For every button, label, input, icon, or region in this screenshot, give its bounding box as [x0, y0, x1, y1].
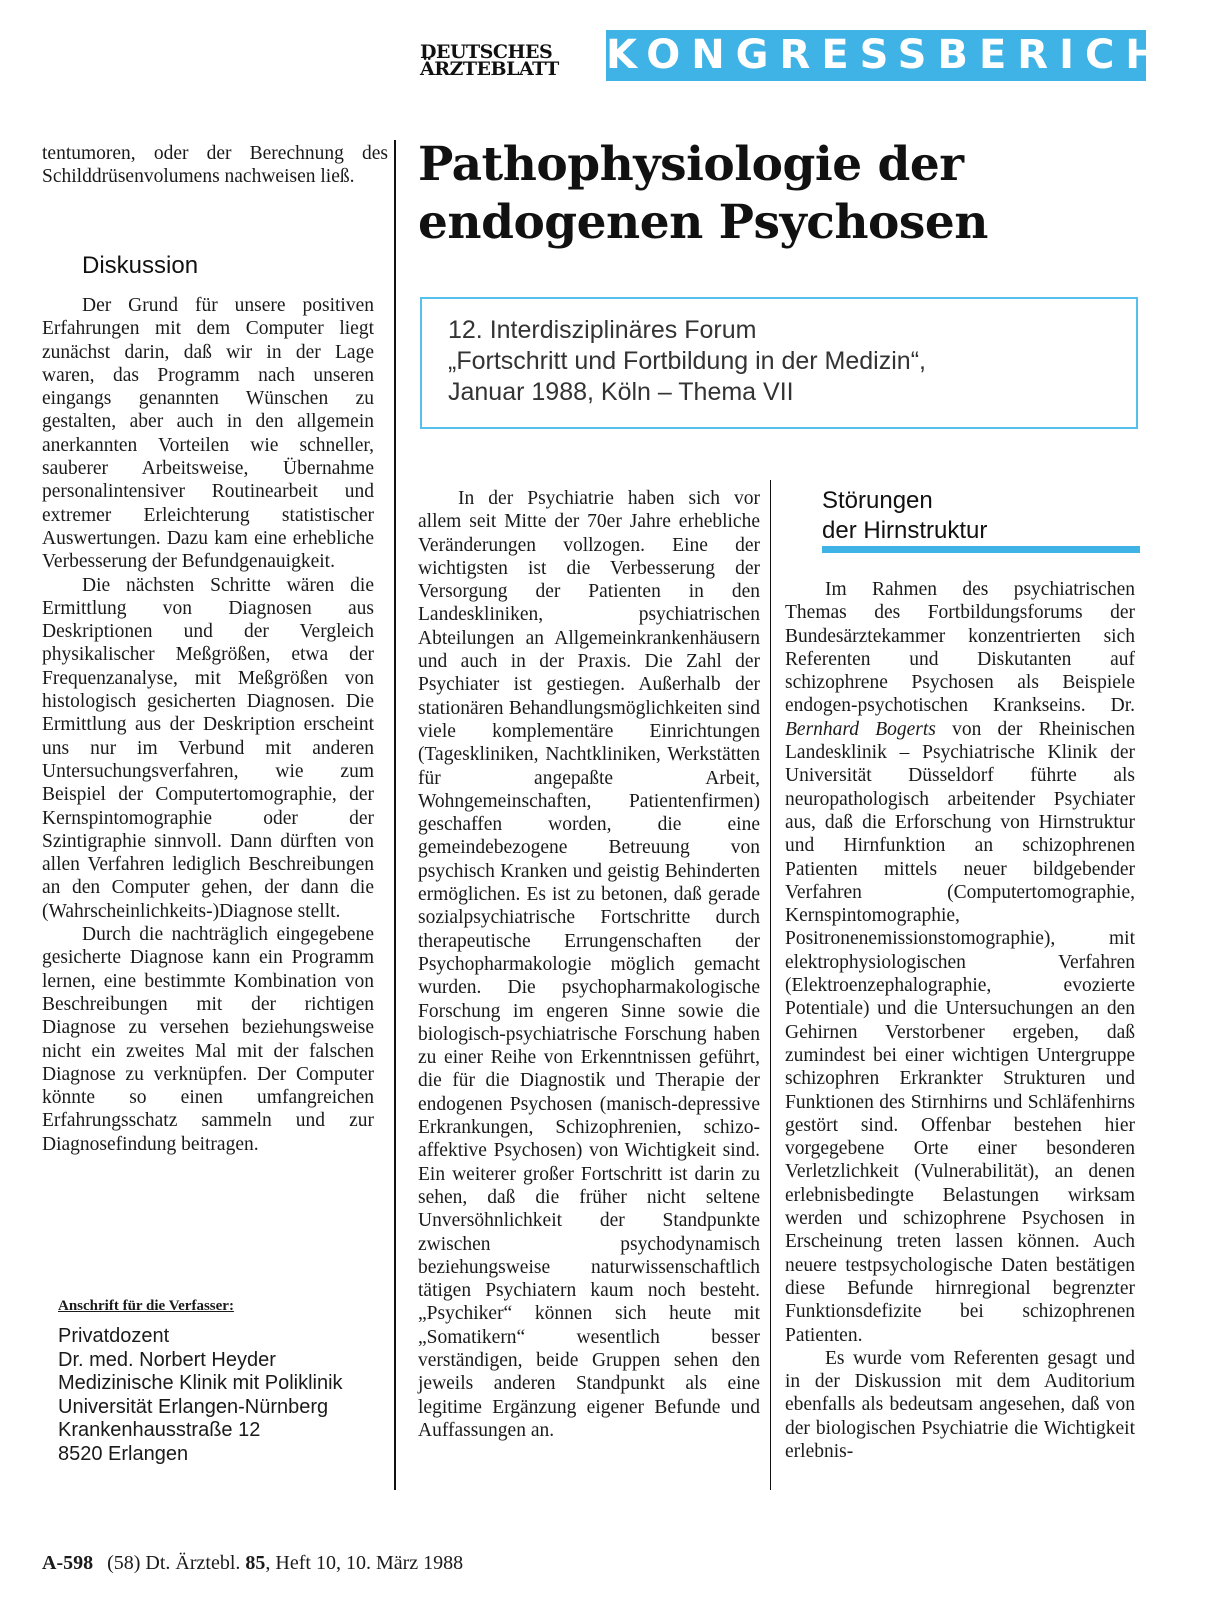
section-banner: KONGRESSBERICHT	[606, 30, 1146, 81]
discussion-heading: Diskussion	[82, 252, 199, 279]
article-title	[418, 136, 1148, 252]
address-line: Krankenhausstraße 12	[58, 1419, 261, 1441]
paragraph-text: von der Rheinischen Landesklinik – Psychiatrische Klinik der Universität Düsseldorf führte als neuropathologisch arbeitender Psychiater aus, daß die Erforschung von Hirnstruktur und Hirnfunktion an schizophrenen Patienten mittels neuer bildgebender Verfahren (Computertomographie, Kernspintomographie, Positronenemissionstomographie), mit elektrophysiologischen Verfahren (Elektroenzephalographie, evozierte Potentiale) und die Untersuchungen an den Gehirnen Verstorbener ergeben, daß zumindest bei einer wichtigen Untergruppe schizophren Erkrankter Strukturen und Funktionen des Stirnhirns und Schläfenhirns gestört sind. Offenbar bestehen hier vorgegebene Orte einer besonderen Verletzlichkeit (Vulnerabilität), an denen erlebnisbedingte Belastungen wirksam werden und schizophrene Psychosen in Erscheinung treten lassen können. Auch neuere testpsychologische Daten bestätigen diese Befunde hirnregional begrenzter Funktionsdefizite bei schizophrenen Patienten.	[785, 718, 1136, 1346]
column-divider	[394, 140, 396, 1490]
address-label: Anschrift für die Verfasser:	[58, 1298, 234, 1314]
intro-paragraph: tentumoren, oder der Berechnung des Schilddrüsenvolumens nachweisen ließ.	[42, 143, 388, 188]
discussion-paragraph: Durch die nachträglich eingegebene gesicherte Diagnose kann ein Programm lernen, eine bestimmte Kombination von Beschreibungen mit der richtigen Diagnose zu versehen beziehungsweise nicht ein zweites Mal mit der falschen Diagnose zu verknüpfen. Der Computer könnte so einen umfangreichen Erfahrungsschatz sammeln und zur Diagnosefindung beitragen.	[42, 924, 374, 1155]
page-number: A-598	[42, 1552, 94, 1574]
citation-prefix: (58) Dt. Ärztebl.	[107, 1552, 241, 1574]
middle-column	[418, 487, 760, 1442]
address-line: Dr. med. Norbert Heyder	[58, 1348, 276, 1371]
column-divider	[770, 480, 771, 1490]
article-paragraph: Es wurde vom Referenten gesagt und in der Diskussion mit dem Auditorium ebenfalls als bedeutsam angesehen, daß von der biologischen Psychiatrie die Wichtigkeit erlebnis-	[785, 1347, 1135, 1462]
logo-line-1: DEUTSCHES	[420, 41, 553, 63]
address-line: Medizinische Klinik mit Poliklinik	[58, 1372, 343, 1394]
page-footer	[42, 1552, 463, 1575]
address-line: Privatdozent	[58, 1325, 170, 1347]
discussion-paragraph: Der Grund für unsere positiven Erfahrungen mit dem Computer liegt zunächst darin, daß wir in der Lage waren, das Programm nach unseren eingangs genannten Wünschen zu gestalten, aber auch in den allgemein anerkannten Vorteilen wie schneller, sauberer Arbeitsweise, Übernahme personalintensiver Routinearbeit und extremer Erleichterung statistischer Auswertungen. Dazu kam eine erhebliche Verbesserung der Befundgenauigkeit.	[42, 295, 374, 573]
address-line: 8520 Erlangen	[58, 1442, 189, 1465]
address-line: Universität Erlangen-Nürnberg	[58, 1395, 329, 1418]
subheading	[822, 486, 987, 546]
discussion-body	[42, 294, 374, 1156]
logo-line-2: ÄRZTEBLATT	[420, 58, 559, 80]
forum-line: Januar 1988, Köln – Thema VII	[448, 378, 794, 406]
subheading-line-1: Störungen	[822, 487, 933, 514]
forum-line: 12. Interdisziplinäres Forum	[448, 316, 757, 344]
forum-info-box	[420, 297, 1138, 429]
volume-number: 85	[245, 1552, 266, 1574]
author-name: Bernhard Bogerts	[785, 718, 936, 740]
subheading-line-2: der Hirnstruktur	[822, 517, 988, 544]
paragraph-text: Im Rahmen des psychiatrischen Themas des Fortbildungsforums der Bundesärztekammer konzentrierten sich Referenten und Diskutanten auf schizophrene Psychosen als Beispiele endogen-psychotischen Krankseins. Dr.	[785, 579, 1135, 717]
discussion-paragraph: Die nächsten Schritte wären die Ermittlung von Diagnosen aus Deskriptionen und der Vergleich physikalischer Meßgrößen, etwa der Frequenzanalyse, mit Meßgrößen von histologisch gesicherten Diagnosen. Die Ermittlung aus der Deskription erscheint uns nur im Verbund mit anderen Untersuchungsverfahren, wie zum Beispiel der Computertomographie, der Kernspintomographie oder der Szintigraphie sinnvoll. Dann dürften von allen Verfahren lediglich Beschreibungen an den Computer gehen, der dann die (Wahrscheinlichkeits-)Diagnose stellt.	[42, 574, 374, 922]
left-column	[42, 142, 388, 189]
forum-info-text	[448, 315, 926, 408]
author-address	[58, 1298, 398, 1466]
article-paragraph	[785, 578, 1135, 1347]
journal-logo	[420, 41, 590, 84]
title-line-2: endogenen Psychosen	[418, 195, 988, 250]
title-line-1: Pathophysiologie der	[418, 137, 964, 192]
subheading-underline	[822, 546, 1140, 553]
right-column	[785, 578, 1135, 1463]
citation-suffix: , Heft 10, 10. März 1988	[265, 1552, 464, 1574]
article-paragraph: In der Psychiatrie haben sich vor allem seit Mitte der 70er Jahre erhebliche Veränderungen vollzogen. Eine der wichtigsten ist die Verbesserung der Versorgung der Patienten in den Landeskliniken, psychiatrischen Abteilungen an Allgemeinkrankenhäusern und auch in der Praxis. Die Zahl der Psychiater ist gestiegen. Außerhalb der stationären Behandlungsmöglichkeiten sind viele komplementäre Einrichtungen (Tageskliniken, Nachtkliniken, Werkstätten für angepaßte Arbeit, Wohngemeinschaften, Patientenfirmen) geschaffen worden, die eine gemeindebezogene Betreuung von psychisch Kranken und geistig Behinderten ermöglichen. Es ist zu betonen, daß gerade sozialpsychiatrische Fortschritte durch therapeutische Errungenschaften der Psychopharmakologie möglich gemacht wurden. Die psychopharmakologische Forschung im engeren Sinne sowie die biologisch-psychiatrische Forschung haben zu einer Reihe von Erkenntnissen geführt, die für die Diagnostik und Therapie der endogenen Psychosen (manisch-depressive Erkrankungen, Schizophrenien, schizo-affektive Psychosen) von Wichtigkeit sind. Ein weiterer großer Fortschritt ist darin zu sehen, daß die früher nicht seltene Unversöhnlichkeit der Standpunkte zwischen psychodynamisch beziehungsweise naturwissenschaftlich tätigen Psychiatern kaum noch besteht. „Psychiker“ können sich heute mit „Somatikern“ wesentlich besser verständigen, beide Gruppen sehen den jeweils anderen Standpunkt als eine legitime Ergänzung eigener Befunde und Auffassungen an.	[418, 488, 760, 1441]
address-lines	[58, 1325, 398, 1466]
forum-line: „Fortschritt und Fortbildung in der Medizin“,	[448, 347, 926, 375]
